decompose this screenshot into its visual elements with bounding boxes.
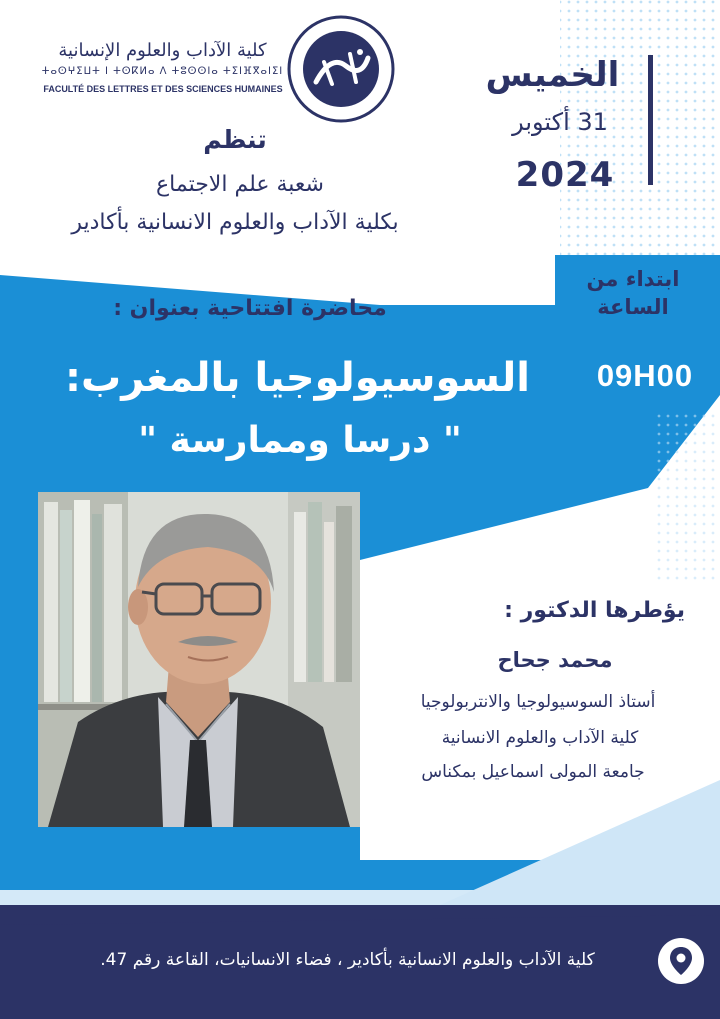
lecture-title-line2: " درسا وممارسة " — [138, 420, 462, 461]
start-label-line1: ابتداء من — [586, 267, 680, 291]
organizes-heading: تنظم — [203, 125, 267, 154]
event-date: 31 أكتوبر — [512, 108, 608, 136]
lecture-title-line1: السوسيولوجيا بالمغرب: — [65, 355, 530, 401]
start-label — [548, 265, 718, 322]
speaker-role-line1: أستاذ السوسيولوجيا والانتربولوجيا — [420, 692, 656, 712]
event-year: 2024 — [515, 155, 615, 195]
lecture-label: محاضرة افتتاحية بعنوان : — [113, 296, 387, 321]
faculty-name: بكلية الآداب والعلوم الانسانية بأكادير — [71, 210, 399, 235]
speaker-intro: يؤطرها الدكتور : — [504, 598, 685, 623]
event-location: كلية الآداب والعلوم الانسانية بأكادير ، فضاء الانسانيات، القاعة رقم 47. — [100, 950, 595, 970]
department-name: شعبة علم الاجتماع — [156, 172, 324, 197]
faculty-logo-arabic: كلية الآداب والعلوم الإنسانية — [58, 40, 267, 61]
faculty-logo-french: FACULTÉ DES LETTRES ET DES SCIENCES HUMAINES — [43, 84, 283, 94]
faculty-logo-tifinagh: ⵜⴰⵙⵖⵉⵡⵜ ⵏ ⵜⵙⴽⵍⴰ ⴷ ⵜⵓⵙⵙⵏⴰ ⵜⵉⵏⴼⴳⴰⵏⵉⵏ — [41, 66, 284, 77]
location-pin-icon — [657, 937, 705, 985]
speaker-role-line2: كلية الآداب والعلوم الانسانية — [441, 728, 639, 748]
university-seal-logo — [286, 14, 396, 124]
speaker-photo — [38, 492, 360, 827]
start-label-line2: الساعة — [597, 295, 669, 320]
speaker-role-line3: جامعة المولى اسماعيل بمكناس — [421, 762, 645, 782]
event-time: 09H00 — [596, 358, 694, 393]
event-day: الخميس — [485, 55, 620, 95]
speaker-name: محمد جحاح — [497, 648, 613, 672]
